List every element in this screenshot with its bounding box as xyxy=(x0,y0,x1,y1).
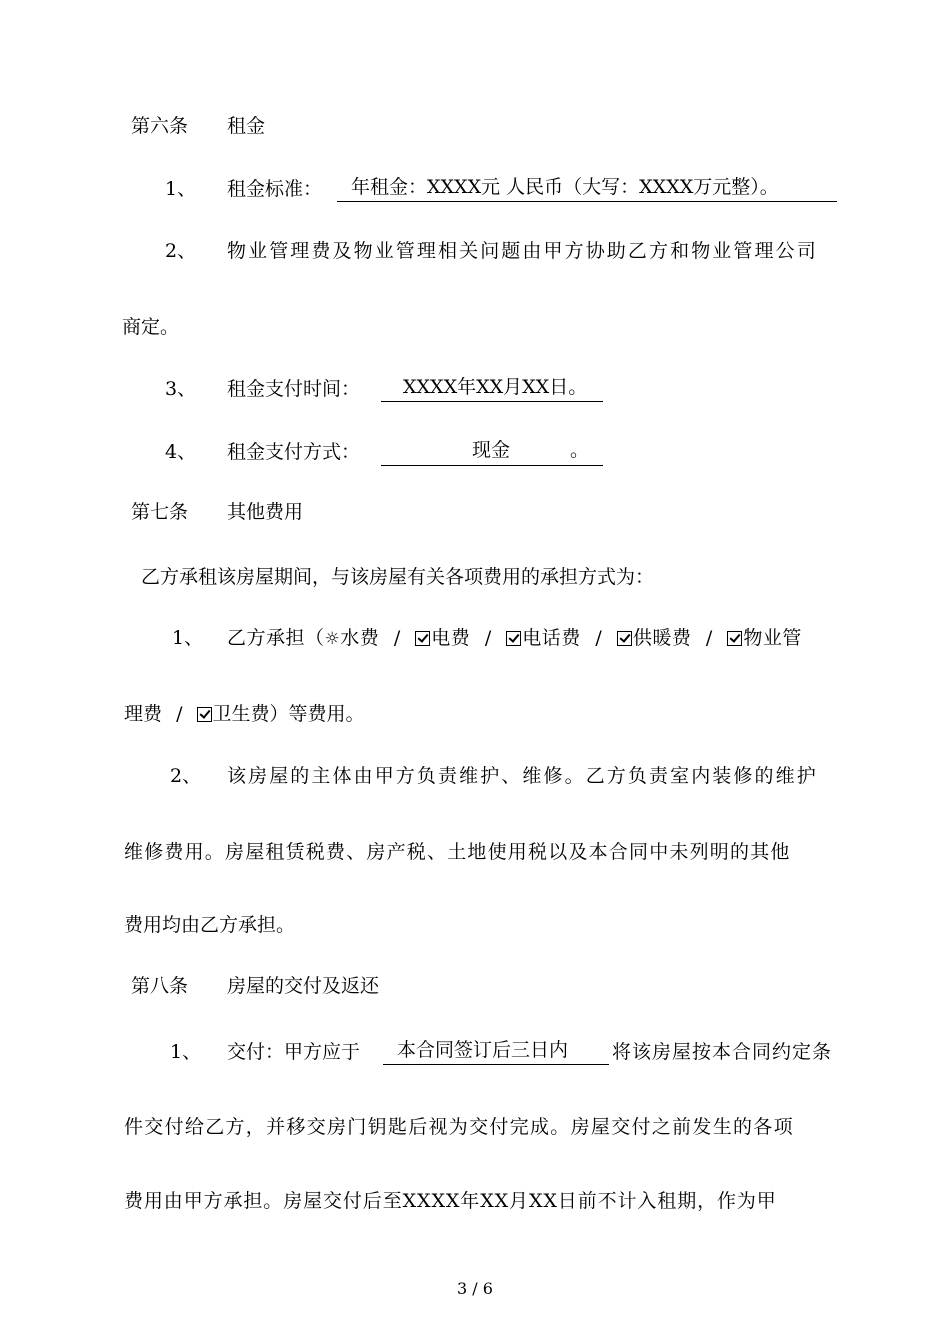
delivery-row-cont2 xyxy=(0,1185,950,1217)
paragraph-text: 费用由甲方承担。房屋交付后至XXXX年XX月XX日前不计入租期，作为甲 xyxy=(124,1190,777,1212)
separator: / xyxy=(484,627,492,649)
fee-electric: 电费 xyxy=(431,627,471,649)
checkbox-checked-icon xyxy=(415,631,430,646)
paragraph-text: 乙方承租该房屋期间，与该房屋有关各项费用的承担方式为： xyxy=(141,566,655,588)
item-number: 2、 xyxy=(165,240,197,262)
payment-method-value: 现金 xyxy=(472,439,511,461)
delivery-deadline-value: 本合同签订后三日内 xyxy=(383,1036,609,1065)
delivery-row xyxy=(0,1036,950,1068)
separator: / xyxy=(176,703,183,725)
fee-options-row-cont xyxy=(0,698,950,730)
paragraph-text: 物业管理费及物业管理相关问题由甲方协助乙方和物业管理公司 xyxy=(227,240,818,262)
paragraph-text: 商定。 xyxy=(122,316,180,338)
fee-water: 水费 xyxy=(340,627,380,649)
article-title: 房屋的交付及返还 xyxy=(227,975,380,997)
fee-property: 物业管 xyxy=(743,627,802,649)
item-number: 1、 xyxy=(165,178,197,200)
article-8-heading xyxy=(0,970,950,1002)
article-number: 第八条 xyxy=(131,975,189,997)
item-number: 3、 xyxy=(165,378,197,400)
fee-heating: 供暖费 xyxy=(632,627,692,649)
fee-options xyxy=(227,622,802,655)
sun-icon: ☼ xyxy=(324,629,341,649)
paragraph-text: 件交付给乙方，并移交房门钥匙后视为交付完成。房屋交付之前发生的各项 xyxy=(124,1116,794,1138)
fee-suffix: ）等费用。 xyxy=(269,703,365,725)
article-title: 租金 xyxy=(227,115,266,137)
item-number: 4、 xyxy=(165,441,197,463)
checkbox-checked-icon xyxy=(506,631,521,646)
maintenance-row-cont xyxy=(0,836,950,868)
property-fee-row xyxy=(0,235,950,267)
page-number: 3 / 6 xyxy=(457,1279,493,1298)
payment-time-row xyxy=(0,373,950,405)
fee-property-cont: 理费 xyxy=(124,703,163,725)
fee-sanitation: 卫生费 xyxy=(212,703,270,725)
article-title: 其他费用 xyxy=(227,501,304,523)
item-number: 2、 xyxy=(170,765,202,787)
maintenance-row-cont2 xyxy=(0,909,950,941)
payment-method-end: 。 xyxy=(570,439,590,461)
rent-standard-row xyxy=(0,173,950,205)
field-label: 租金支付方式： xyxy=(227,441,361,463)
maintenance-row xyxy=(0,760,950,792)
paragraph-text: 该房屋的主体由甲方负责维护、维修。乙方负责室内装修的维护 xyxy=(227,765,818,787)
delivery-row-cont xyxy=(0,1111,950,1143)
paragraph-text: 将该房屋按本合同约定条 xyxy=(612,1041,833,1063)
article-7-intro xyxy=(0,561,950,593)
rent-standard-value: 年租金：XXXX元 人民币（大写：XXXX万元整）。 xyxy=(337,173,837,202)
article-7-heading xyxy=(0,496,950,528)
fee-options-row xyxy=(0,622,950,654)
article-number: 第六条 xyxy=(131,115,189,137)
payment-time-value: XXXX年XX月XX日。 xyxy=(381,373,603,402)
field-label: 租金标准： xyxy=(227,178,323,200)
fee-prefix: 乙方承担（ xyxy=(227,627,325,649)
checkbox-checked-icon xyxy=(727,631,742,646)
fee-phone: 电话费 xyxy=(522,627,581,649)
checkbox-checked-icon xyxy=(197,707,212,722)
item-number: 1、 xyxy=(172,627,204,649)
separator: / xyxy=(595,627,603,649)
payment-method-row xyxy=(0,436,950,468)
separator: / xyxy=(393,627,401,649)
separator: / xyxy=(705,627,713,649)
item-number: 1、 xyxy=(170,1041,202,1063)
fee-options-cont xyxy=(124,698,365,730)
article-number: 第七条 xyxy=(131,501,189,523)
checkbox-checked-icon xyxy=(617,631,632,646)
property-fee-row-cont xyxy=(0,311,950,343)
paragraph-text: 维修费用。房屋租赁税费、房产税、土地使用税以及本合同中未列明的其他 xyxy=(124,841,791,863)
field-label: 租金支付时间： xyxy=(227,378,361,400)
paragraph-text: 费用均由乙方承担。 xyxy=(124,914,296,936)
field-label: 交付：甲方应于 xyxy=(227,1041,361,1063)
article-6-heading xyxy=(0,110,950,142)
